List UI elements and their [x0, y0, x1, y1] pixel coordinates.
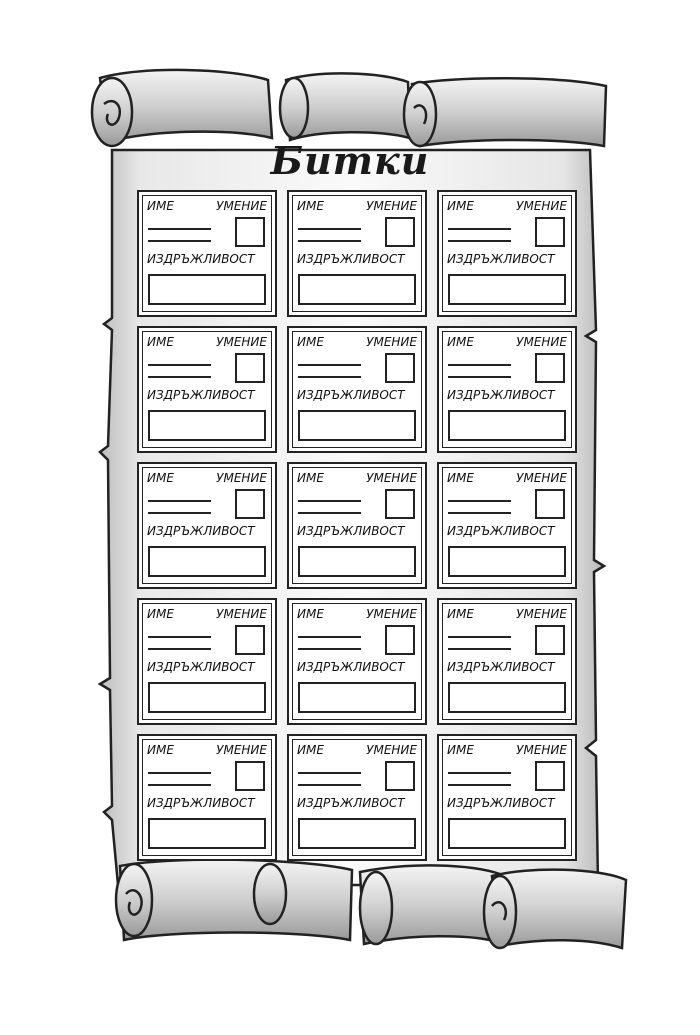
name-label: ИМЕ — [297, 471, 324, 485]
skill-label: УМЕНИЕ — [516, 335, 567, 349]
skill-value-box[interactable] — [385, 489, 415, 519]
name-write-line[interactable] — [148, 376, 211, 378]
name-write-line[interactable] — [448, 228, 511, 230]
name-label: ИМЕ — [147, 199, 174, 213]
stamina-label: ИЗДРЪЖЛИВОСТ — [297, 524, 405, 538]
stamina-label: ИЗДРЪЖЛИВОСТ — [447, 252, 555, 266]
name-write-line[interactable] — [448, 240, 511, 242]
battle-card — [437, 462, 577, 589]
skill-value-box[interactable] — [235, 625, 265, 655]
stamina-value-box[interactable] — [298, 274, 416, 305]
skill-label: УМЕНИЕ — [366, 607, 417, 621]
stamina-value-box[interactable] — [298, 410, 416, 441]
skill-label: УМЕНИЕ — [516, 199, 567, 213]
battle-card — [137, 598, 277, 725]
stamina-label: ИЗДРЪЖЛИВОСТ — [447, 388, 555, 402]
name-write-line[interactable] — [298, 376, 361, 378]
stamina-value-box[interactable] — [148, 818, 266, 849]
battle-card — [137, 190, 277, 317]
skill-label: УМЕНИЕ — [216, 607, 267, 621]
name-label: ИМЕ — [447, 199, 474, 213]
name-label: ИМЕ — [447, 335, 474, 349]
name-write-line[interactable] — [148, 772, 211, 774]
battle-card — [437, 598, 577, 725]
skill-value-box[interactable] — [385, 625, 415, 655]
name-label: ИМЕ — [447, 471, 474, 485]
name-write-line[interactable] — [148, 364, 211, 366]
name-write-line[interactable] — [448, 772, 511, 774]
battle-card — [137, 734, 277, 861]
name-label: ИМЕ — [147, 471, 174, 485]
skill-label: УМЕНИЕ — [516, 471, 567, 485]
stamina-label: ИЗДРЪЖЛИВОСТ — [297, 252, 405, 266]
skill-value-box[interactable] — [535, 217, 565, 247]
name-write-line[interactable] — [298, 240, 361, 242]
battle-card — [287, 326, 427, 453]
name-write-line[interactable] — [298, 500, 361, 502]
skill-value-box[interactable] — [235, 489, 265, 519]
name-label: ИМЕ — [447, 607, 474, 621]
skill-label: УМЕНИЕ — [216, 471, 267, 485]
battle-card — [287, 734, 427, 861]
name-label: ИМЕ — [147, 335, 174, 349]
top-scroll-rolls — [92, 70, 606, 146]
skill-value-box[interactable] — [535, 353, 565, 383]
stamina-value-box[interactable] — [148, 682, 266, 713]
stamina-value-box[interactable] — [448, 818, 566, 849]
battle-card — [287, 190, 427, 317]
skill-label: УМЕНИЕ — [516, 607, 567, 621]
name-write-line[interactable] — [148, 240, 211, 242]
name-write-line[interactable] — [148, 648, 211, 650]
skill-label: УМЕНИЕ — [366, 743, 417, 757]
stamina-label: ИЗДРЪЖЛИВОСТ — [147, 660, 255, 674]
name-label: ИМЕ — [447, 743, 474, 757]
name-label: ИМЕ — [147, 743, 174, 757]
skill-label: УМЕНИЕ — [216, 199, 267, 213]
name-write-line[interactable] — [148, 512, 211, 514]
stamina-label: ИЗДРЪЖЛИВОСТ — [147, 388, 255, 402]
skill-value-box[interactable] — [535, 761, 565, 791]
skill-value-box[interactable] — [385, 353, 415, 383]
skill-label: УМЕНИЕ — [366, 199, 417, 213]
stamina-value-box[interactable] — [298, 546, 416, 577]
skill-value-box[interactable] — [535, 625, 565, 655]
battle-cards-grid — [137, 190, 581, 861]
name-label: ИМЕ — [147, 607, 174, 621]
battle-card — [137, 326, 277, 453]
skill-value-box[interactable] — [235, 353, 265, 383]
stamina-label: ИЗДРЪЖЛИВОСТ — [147, 252, 255, 266]
name-write-line[interactable] — [298, 648, 361, 650]
stamina-label: ИЗДРЪЖЛИВОСТ — [447, 524, 555, 538]
stamina-value-box[interactable] — [148, 546, 266, 577]
name-write-line[interactable] — [298, 772, 361, 774]
battle-card — [287, 598, 427, 725]
skill-label: УМЕНИЕ — [216, 335, 267, 349]
stamina-value-box[interactable] — [448, 274, 566, 305]
stamina-label: ИЗДРЪЖЛИВОСТ — [297, 388, 405, 402]
stamina-value-box[interactable] — [448, 410, 566, 441]
battle-card — [437, 734, 577, 861]
stamina-value-box[interactable] — [298, 818, 416, 849]
name-write-line[interactable] — [148, 784, 211, 786]
page-title: Битки — [270, 138, 430, 183]
name-write-line[interactable] — [298, 784, 361, 786]
name-write-line[interactable] — [298, 228, 361, 230]
skill-label: УМЕНИЕ — [366, 471, 417, 485]
battle-card — [437, 326, 577, 453]
skill-value-box[interactable] — [385, 761, 415, 791]
stamina-value-box[interactable] — [298, 682, 416, 713]
name-write-line[interactable] — [448, 376, 511, 378]
name-label: ИМЕ — [297, 335, 324, 349]
name-label: ИМЕ — [297, 199, 324, 213]
stamina-label: ИЗДРЪЖЛИВОСТ — [447, 660, 555, 674]
stamina-value-box[interactable] — [148, 274, 266, 305]
battle-card — [137, 462, 277, 589]
name-write-line[interactable] — [448, 512, 511, 514]
battle-card — [287, 462, 427, 589]
stamina-value-box[interactable] — [148, 410, 266, 441]
stamina-label: ИЗДРЪЖЛИВОСТ — [147, 524, 255, 538]
stamina-value-box[interactable] — [448, 682, 566, 713]
name-write-line[interactable] — [298, 512, 361, 514]
skill-label: УМЕНИЕ — [516, 743, 567, 757]
name-write-line[interactable] — [148, 228, 211, 230]
bottom-scroll-rolls — [116, 860, 626, 948]
skill-value-box[interactable] — [235, 217, 265, 247]
stamina-value-box[interactable] — [448, 546, 566, 577]
name-write-line[interactable] — [448, 500, 511, 502]
stamina-label: ИЗДРЪЖЛИВОСТ — [297, 796, 405, 810]
skill-label: УМЕНИЕ — [216, 743, 267, 757]
stamina-label: ИЗДРЪЖЛИВОСТ — [297, 660, 405, 674]
name-write-line[interactable] — [148, 636, 211, 638]
name-write-line[interactable] — [448, 648, 511, 650]
skill-label: УМЕНИЕ — [366, 335, 417, 349]
name-write-line[interactable] — [148, 500, 211, 502]
name-label: ИМЕ — [297, 607, 324, 621]
name-write-line[interactable] — [448, 364, 511, 366]
skill-value-box[interactable] — [235, 761, 265, 791]
skill-value-box[interactable] — [385, 217, 415, 247]
name-label: ИМЕ — [297, 743, 324, 757]
name-write-line[interactable] — [298, 364, 361, 366]
name-write-line[interactable] — [448, 636, 511, 638]
skill-value-box[interactable] — [535, 489, 565, 519]
name-write-line[interactable] — [298, 636, 361, 638]
stamina-label: ИЗДРЪЖЛИВОСТ — [147, 796, 255, 810]
stamina-label: ИЗДРЪЖЛИВОСТ — [447, 796, 555, 810]
name-write-line[interactable] — [448, 784, 511, 786]
battle-card — [437, 190, 577, 317]
